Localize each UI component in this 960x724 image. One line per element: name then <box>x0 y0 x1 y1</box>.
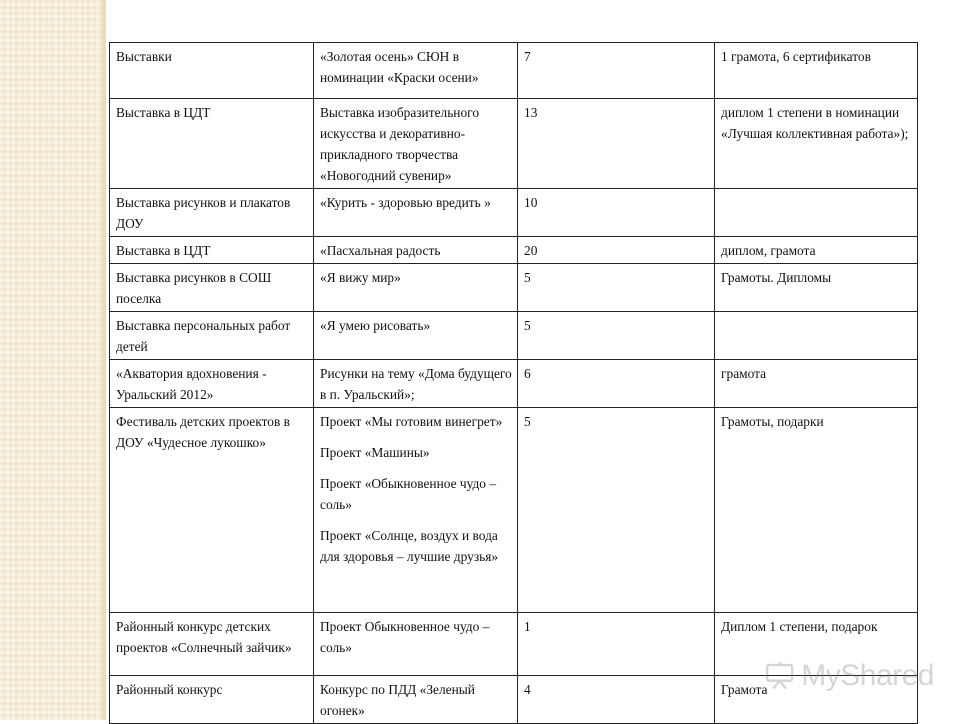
result-cell <box>715 189 918 237</box>
project-item: Проект «Обыкновенное чудо – соль» <box>320 476 497 512</box>
event-cell: Выставка рисунков и плакатов ДОУ <box>110 189 314 237</box>
event-cell: Выставка в ЦДТ <box>110 237 314 264</box>
topic-cell: Конкурс по ПДД «Зеленый огонек» <box>314 676 518 724</box>
table-row <box>110 99 918 189</box>
result-cell: Грамоты, подарки <box>715 408 918 613</box>
participants-cell: 5 <box>518 264 715 312</box>
topic-cell: «Курить - здоровью вредить » <box>314 189 518 237</box>
participants-cell: 13 <box>518 99 715 189</box>
result-cell: Грамоты. Дипломы <box>715 264 918 312</box>
topic-cell: «Пасхальная радость <box>314 237 518 264</box>
participants-cell: 6 <box>518 360 715 408</box>
event-cell: Фестиваль детских проектов в ДОУ «Чудесное лукошко» <box>110 408 314 613</box>
event-cell: Районный конкурс <box>110 676 314 724</box>
table-body <box>110 43 918 724</box>
watermark-text: MyShared <box>801 659 934 692</box>
topic-cell <box>314 408 518 613</box>
table-row <box>110 189 918 237</box>
participants-cell: 1 <box>518 613 715 676</box>
topic-cell: «Я вижу мир» <box>314 264 518 312</box>
result-cell: Диплом 1 степени, подарок <box>715 613 918 676</box>
topic-cell: Рисунки на тему «Дома будущего в п. Уральский»; <box>314 360 518 408</box>
topic-cell: Проект Обыкновенное чудо – соль» <box>314 613 518 676</box>
activities-table <box>109 42 918 724</box>
watermark <box>764 654 934 698</box>
participants-cell: 5 <box>518 312 715 360</box>
decorative-side-strip <box>0 0 106 720</box>
table-row <box>110 408 918 613</box>
event-cell: «Акватория вдохновения - Уральский 2012» <box>110 360 314 408</box>
project-item: Проект «Солнце, воздух и вода для здоровья – лучшие друзья» <box>320 528 499 564</box>
participants-cell: 10 <box>518 189 715 237</box>
event-cell: Выставки <box>110 43 314 99</box>
participants-cell: 4 <box>518 676 715 724</box>
participants-cell: 20 <box>518 237 715 264</box>
topic-cell: «Я умею рисовать» <box>314 312 518 360</box>
table-row <box>110 43 918 99</box>
project-item: Проект «Машины» <box>320 445 430 460</box>
participants-cell: 7 <box>518 43 715 99</box>
table-row <box>110 312 918 360</box>
result-cell: диплом 1 степени в номинации «Лучшая коллективная работа»); <box>715 99 918 189</box>
participants-cell: 5 <box>518 408 715 613</box>
topic-cell: Выставка изобразительного искусства и декоративно-прикладного творчества «Новогодний сувенир» <box>314 99 518 189</box>
event-cell: Выставка персональных работ детей <box>110 312 314 360</box>
result-cell: диплом, грамота <box>715 237 918 264</box>
result-cell: грамота <box>715 360 918 408</box>
result-cell: 1 грамота, 6 сертификатов <box>715 43 918 99</box>
event-cell: Районный конкурс детских проектов «Солнечный зайчик» <box>110 613 314 676</box>
result-cell: Грамота <box>715 676 918 724</box>
result-cell <box>715 312 918 360</box>
table-row <box>110 360 918 408</box>
presentation-board-icon <box>764 657 795 695</box>
event-cell: Выставка в ЦДТ <box>110 99 314 189</box>
table-row <box>110 237 918 264</box>
event-cell: Выставка рисунков в СОШ поселка <box>110 264 314 312</box>
project-item: Проект «Мы готовим винегрет» <box>320 414 503 429</box>
topic-cell: «Золотая осень» СЮН в номинации «Краски осени» <box>314 43 518 99</box>
table-row <box>110 264 918 312</box>
